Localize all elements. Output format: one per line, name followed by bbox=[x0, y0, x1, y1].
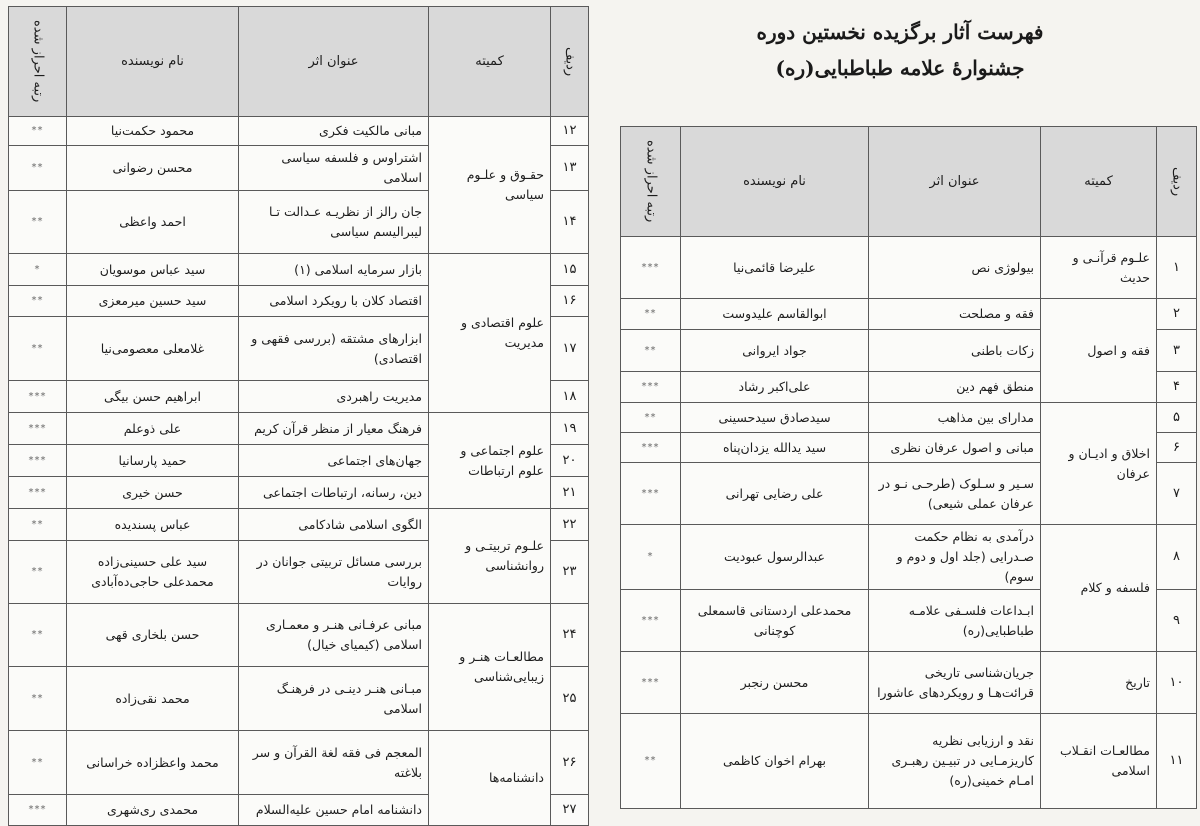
rank-cell: *** bbox=[621, 372, 681, 403]
author-cell: علی رضایی تهرانی bbox=[681, 463, 869, 525]
row-number: ۸ bbox=[1157, 525, 1197, 590]
row-number: ۷ bbox=[1157, 463, 1197, 525]
work-title-cell: المعجم فی فقه لغة القرآن و سر بلاغته bbox=[239, 731, 429, 795]
row-number: ۱۶ bbox=[551, 286, 589, 317]
work-title-cell: زکات باطنی bbox=[869, 330, 1041, 372]
work-title-cell: سـیر و سـلوک (طرحـی نـو در عرفان عملی شیعی) bbox=[869, 463, 1041, 525]
rank-cell: ** bbox=[9, 604, 67, 667]
rank-cell: ** bbox=[621, 403, 681, 433]
table-row bbox=[621, 237, 1197, 299]
rank-cell: *** bbox=[621, 652, 681, 714]
row-number: ۱۴ bbox=[551, 191, 589, 254]
author-cell: سید حسین میرمعزی bbox=[67, 286, 239, 317]
header-row-number: ردیف bbox=[1157, 127, 1197, 237]
row-number: ۳ bbox=[1157, 330, 1197, 372]
work-title-cell: نقد و ارزیابی نظریه کاریزمـایی در تبیـین رهبـری امـام خمینی(ره) bbox=[869, 714, 1041, 809]
author-cell: عباس پسندیده bbox=[67, 509, 239, 541]
committee-cell: علـوم تربیتـی و روانشناسی bbox=[429, 509, 551, 604]
committee-cell: علوم اجتماعی و علوم ارتباطات bbox=[429, 413, 551, 509]
rank-cell: ** bbox=[9, 731, 67, 795]
row-number: ۱۵ bbox=[551, 254, 589, 286]
row-number: ۲۶ bbox=[551, 731, 589, 795]
header-author: نام نویسنده bbox=[67, 7, 239, 117]
author-cell: ابوالقاسم علیدوست bbox=[681, 299, 869, 330]
author-cell: حسن بلخاری قهی bbox=[67, 604, 239, 667]
committee-cell: مطالعـات انقـلاب اسلامی bbox=[1041, 714, 1157, 809]
work-title-cell: مدیریت راهبردی bbox=[239, 381, 429, 413]
author-cell: سید علی حسینی‌زاده محمدعلی حاجی‌ده‌آبادی bbox=[67, 541, 239, 604]
work-title-cell: بازار سرمایه اسلامی (۱) bbox=[239, 254, 429, 286]
row-number: ۶ bbox=[1157, 433, 1197, 463]
row-number: ۱۳ bbox=[551, 146, 589, 191]
table-row bbox=[9, 731, 589, 795]
committee-cell: علـوم قرآنـی و حدیث bbox=[1041, 237, 1157, 299]
work-title-cell: بررسی مسائل تربیتی جوانان در روایات bbox=[239, 541, 429, 604]
row-number: ۱۰ bbox=[1157, 652, 1197, 714]
author-cell: علی‌اکبر رشاد bbox=[681, 372, 869, 403]
work-title-cell: دین، رسانه، ارتباطات اجتماعی bbox=[239, 477, 429, 509]
rank-cell: * bbox=[621, 525, 681, 590]
work-title-cell: بیولوژی نص bbox=[869, 237, 1041, 299]
row-number: ۱۱ bbox=[1157, 714, 1197, 809]
table-row bbox=[621, 714, 1197, 809]
winners-table-right bbox=[620, 126, 1197, 809]
header-rank: رتبه احراز شده bbox=[621, 127, 681, 237]
table-row bbox=[621, 652, 1197, 714]
work-title-cell: منطق فهم دین bbox=[869, 372, 1041, 403]
row-number: ۲۰ bbox=[551, 445, 589, 477]
header-work-title: عنوان اثر bbox=[239, 7, 429, 117]
table-row bbox=[9, 117, 589, 146]
table-header-row bbox=[9, 7, 589, 117]
header-row-number: ردیف bbox=[551, 7, 589, 117]
rank-cell: * bbox=[9, 254, 67, 286]
table-row bbox=[621, 299, 1197, 330]
rank-cell: *** bbox=[621, 463, 681, 525]
table-row bbox=[9, 509, 589, 541]
work-title-cell: فرهنگ معیار از منظر قرآن کریم bbox=[239, 413, 429, 445]
author-cell: عبدالرسول عبودیت bbox=[681, 525, 869, 590]
page-title-line-2: جشنوارۀ علامه طباطبایی(ره) bbox=[775, 56, 1025, 80]
committee-cell: مطالعـات هنـر و زیبایی‌شناسی bbox=[429, 604, 551, 731]
author-cell: محسن رنجبر bbox=[681, 652, 869, 714]
author-cell: احمد واعظی bbox=[67, 191, 239, 254]
page-title bbox=[640, 14, 1160, 86]
row-number: ۴ bbox=[1157, 372, 1197, 403]
work-title-cell: مدارای بین مذاهب bbox=[869, 403, 1041, 433]
rank-cell: ** bbox=[9, 117, 67, 146]
work-title-cell: فقه و مصلحت bbox=[869, 299, 1041, 330]
work-title-cell: دانشنامه امام حسین علیه‌السلام bbox=[239, 795, 429, 826]
header-committee: کمیته bbox=[1041, 127, 1157, 237]
table-row bbox=[621, 525, 1197, 590]
header-work-title: عنوان اثر bbox=[869, 127, 1041, 237]
author-cell: محسن رضوانی bbox=[67, 146, 239, 191]
author-cell: علیرضا قائمی‌نیا bbox=[681, 237, 869, 299]
rank-cell: ** bbox=[9, 509, 67, 541]
author-cell: محمد واعظزاده خراسانی bbox=[67, 731, 239, 795]
rank-cell: *** bbox=[9, 381, 67, 413]
work-title-cell: درآمدی به نظام حکمت صـدرایی (جلد اول و دوم و سوم) bbox=[869, 525, 1041, 590]
row-number: ۲۴ bbox=[551, 604, 589, 667]
row-number: ۲۳ bbox=[551, 541, 589, 604]
rank-cell: *** bbox=[9, 445, 67, 477]
rank-cell: ** bbox=[621, 330, 681, 372]
work-title-cell: اقتصاد کلان با رویکرد اسلامی bbox=[239, 286, 429, 317]
committee-cell: علوم اقتصادی و مدیریت bbox=[429, 254, 551, 413]
work-title-cell: جهان‌های اجتماعی bbox=[239, 445, 429, 477]
work-title-cell: الگوی اسلامی شادکامی bbox=[239, 509, 429, 541]
row-number: ۱۲ bbox=[551, 117, 589, 146]
table-header-row bbox=[621, 127, 1197, 237]
author-cell: محمدعلی اردستانی قاسمعلی کوچنانی bbox=[681, 590, 869, 652]
row-number: ۵ bbox=[1157, 403, 1197, 433]
work-title-cell: جریان‌شناسی تاریخی قرائت‌هـا و رویکردهای عاشورا bbox=[869, 652, 1041, 714]
rank-cell: *** bbox=[9, 477, 67, 509]
author-cell: حمید پارسانیا bbox=[67, 445, 239, 477]
author-cell: محمدی ری‌شهری bbox=[67, 795, 239, 826]
committee-cell: فلسفه و کلام bbox=[1041, 525, 1157, 652]
row-number: ۲ bbox=[1157, 299, 1197, 330]
author-cell: سید عباس موسویان bbox=[67, 254, 239, 286]
work-title-cell: ابـداعات فلسـفی علامـه طباطبایی(ره) bbox=[869, 590, 1041, 652]
row-number: ۱۸ bbox=[551, 381, 589, 413]
author-cell: علی ذوعلم bbox=[67, 413, 239, 445]
work-title-cell: مبانی و اصول عرفان نظری bbox=[869, 433, 1041, 463]
author-cell: غلامعلی معصومی‌نیا bbox=[67, 317, 239, 381]
author-cell: بهرام اخوان کاظمی bbox=[681, 714, 869, 809]
header-author: نام نویسنده bbox=[681, 127, 869, 237]
rank-cell: *** bbox=[621, 433, 681, 463]
row-number: ۱۹ bbox=[551, 413, 589, 445]
author-cell: ابراهیم حسن بیگی bbox=[67, 381, 239, 413]
author-cell: سیدصادق سیدحسینی bbox=[681, 403, 869, 433]
row-number: ۲۵ bbox=[551, 667, 589, 731]
author-cell: جواد ایروانی bbox=[681, 330, 869, 372]
row-number: ۱۷ bbox=[551, 317, 589, 381]
work-title-cell: مبـانی هنـر دینـی در فرهنـگ اسلامی bbox=[239, 667, 429, 731]
table-row bbox=[621, 403, 1197, 433]
committee-cell: فقه و اصول bbox=[1041, 299, 1157, 403]
author-cell: محمد نقی‌زاده bbox=[67, 667, 239, 731]
author-cell: حسن خیری bbox=[67, 477, 239, 509]
row-number: ۹ bbox=[1157, 590, 1197, 652]
work-title-cell: اشتراوس و فلسفه سیاسی اسلامی bbox=[239, 146, 429, 191]
rank-cell: ** bbox=[9, 191, 67, 254]
rank-cell: ** bbox=[9, 146, 67, 191]
rank-cell: ** bbox=[621, 714, 681, 809]
work-title-cell: مبانی مالکیت فکری bbox=[239, 117, 429, 146]
winners-table-left bbox=[8, 6, 589, 826]
rank-cell: *** bbox=[9, 795, 67, 826]
row-number: ۲۷ bbox=[551, 795, 589, 826]
rank-cell: *** bbox=[9, 413, 67, 445]
rank-cell: ** bbox=[9, 667, 67, 731]
rank-cell: ** bbox=[9, 541, 67, 604]
author-cell: سید یدالله یزدان‌پناه bbox=[681, 433, 869, 463]
work-title-cell: جان رالز از نظریـه عـدالت تـا لیبرالیسم سیاسی bbox=[239, 191, 429, 254]
row-number: ۱ bbox=[1157, 237, 1197, 299]
table-row bbox=[9, 604, 589, 667]
row-number: ۲۲ bbox=[551, 509, 589, 541]
author-cell: محمود حکمت‌نیا bbox=[67, 117, 239, 146]
work-title-cell: ابزارهای مشتقه (بررسی فقهی و اقتصادی) bbox=[239, 317, 429, 381]
rank-cell: ** bbox=[621, 299, 681, 330]
rank-cell: *** bbox=[621, 237, 681, 299]
committee-cell: اخلاق و ادیـان و عرفان bbox=[1041, 403, 1157, 525]
header-committee: کمیته bbox=[429, 7, 551, 117]
header-rank: رتبه احراز شده bbox=[9, 7, 67, 117]
committee-cell: تاریخ bbox=[1041, 652, 1157, 714]
row-number: ۲۱ bbox=[551, 477, 589, 509]
work-title-cell: مبانی عرفـانی هنـر و معمـاری اسلامی (کیمیای خیال) bbox=[239, 604, 429, 667]
rank-cell: ** bbox=[9, 286, 67, 317]
committee-cell: حقـوق و علـوم سیاسی bbox=[429, 117, 551, 254]
rank-cell: *** bbox=[621, 590, 681, 652]
table-row bbox=[9, 254, 589, 286]
table-row bbox=[9, 413, 589, 445]
rank-cell: ** bbox=[9, 317, 67, 381]
committee-cell: دانشنامه‌ها bbox=[429, 731, 551, 826]
page-title-line-1: فهرست آثار برگزیده نخستین دوره bbox=[756, 20, 1044, 44]
